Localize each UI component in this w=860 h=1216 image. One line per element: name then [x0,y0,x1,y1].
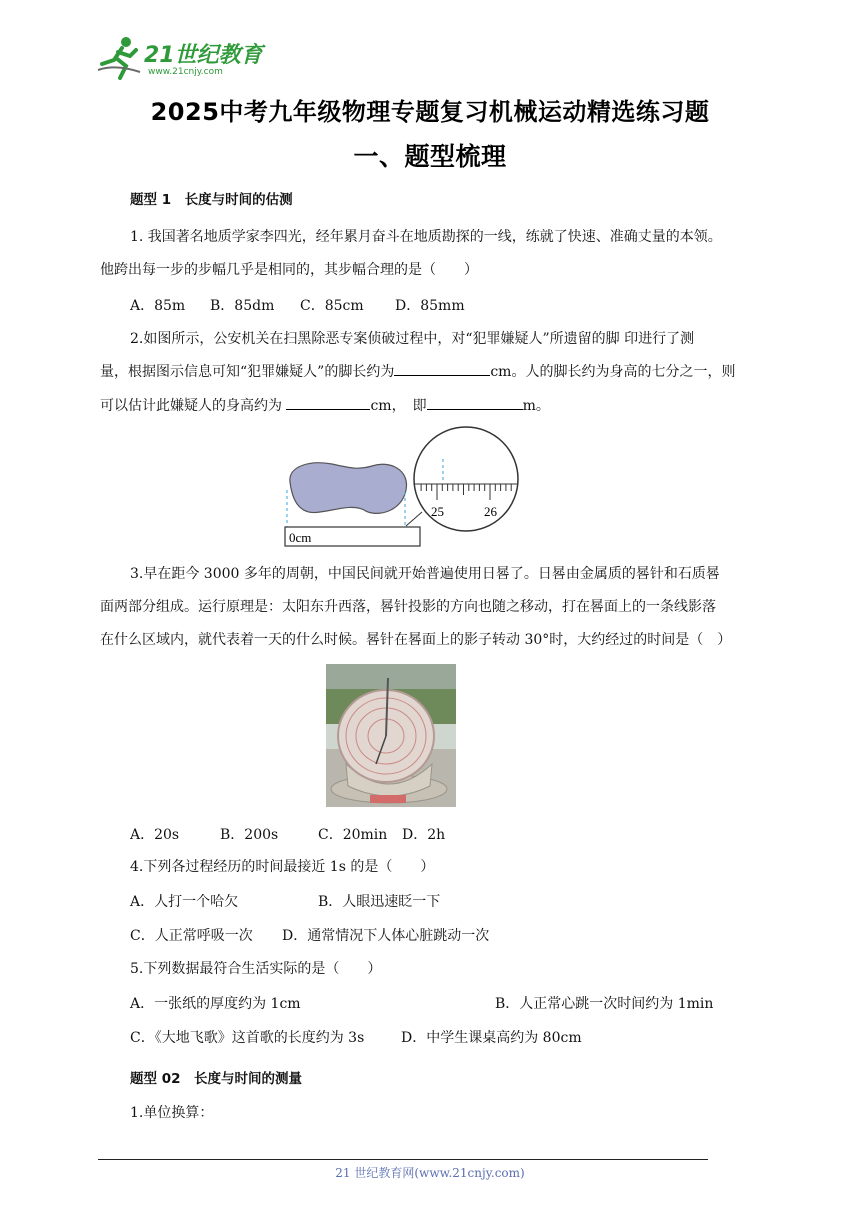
brand-logo [96,34,266,80]
q5-option-d: D．中学生课桌高约为 80cm [401,1030,582,1046]
footprint-shape [290,463,407,514]
runner-icon [96,34,266,80]
tick-label-25: 25 [431,504,444,519]
q3-option-a: A．20s [130,827,180,843]
q5-option-b: B．人正常心跳一次时间约为 1min [495,996,714,1012]
q3-option-b: B．200s [220,827,279,843]
q4-option-d: D．通常情况下人体心脏跳动一次 [282,928,490,944]
q2-line2 [100,361,735,383]
q3-line1: 3.早在距今 3000 多年的周朝，中国民间就开始普遍使用日晷了。日晷由金属质的晷针和石质晷 [130,566,720,582]
q4-option-c: C．人正常呼吸一次 [130,928,253,944]
q1-option-c: C．85cm [300,298,364,314]
s2-q1-line1: 1.单位换算： [130,1105,214,1121]
q1-option-d: D．85mm [395,298,465,314]
q5-option-a: A．一张纸的厚度约为 1cm [130,996,301,1012]
q2-line1: 2.如图所示，公安机关在扫黑除恶专案侦破过程中，对“犯罪嫌疑人”所遗留的脚 印进行了测 [130,331,695,347]
q5-option-c: C．《大地飞歌》这首歌的长度约为 3s [130,1030,365,1046]
q4-line1: 4.下列各过程经历的时间最接近 1s 的是（ ） [130,859,435,875]
section-heading-2: 题型 02 长度与时间的测量 [130,1071,302,1087]
answer-blank-height-m[interactable] [427,395,523,410]
q4-option-a: A．人打一个哈欠 [130,894,239,910]
q2-line2-part-a: 量，根据图示信息可知“犯罪嫌疑人”的脚长约为 [100,364,395,380]
magnifier-pointer [406,512,422,526]
answer-blank-height-cm[interactable] [286,395,370,410]
page-footer[interactable]: 21 世纪教育网(www.21cnjy.com) [335,1166,525,1180]
q2-line3-part-c: m。 [522,398,550,414]
q1-option-a: A．85m [130,298,186,314]
magnifier-circle [414,427,518,531]
tick-label-26: 26 [484,504,497,519]
q1-option-b: B．85dm [210,298,275,314]
q3-line3: 在什么区域内，就代表着一天的什么时候。晷针在晷面上的影子转动 30°时，大约经过的时间是（ ） [100,632,732,648]
q3-line2: 面两部分组成。运行原理是：太阳东升西落，晷针投影的方向也随之移动，打在晷面上的一条线影落 [100,599,716,615]
answer-blank-foot-length[interactable] [394,361,490,376]
page-subtitle: 一、题型梳理 [353,142,507,171]
q1-line2: 他跨出每一步的步幅几乎是相同的，其步幅合理的是（ ） [100,262,478,278]
q4-option-b: B．人眼迅速眨一下 [318,894,441,910]
q1-line1: 1. 我国著名地质学家李四光，经年累月奋斗在地质勘探的一线，练就了快速、准确丈量的本领。 [130,229,722,245]
q3-option-d: D．2h [402,827,446,843]
page-title: 2025中考九年级物理专题复习机械运动精选练习题 [150,98,710,126]
q5-line1: 5.下列数据最符合生活实际的是（ ） [130,961,382,977]
q2-line3 [100,395,550,417]
q2-line3-part-a: 可以估计此嫌疑人的身高约为 [100,398,287,414]
logo-url: www.21cnjy.com [148,67,223,77]
sundial-photo [326,664,456,807]
q2-line2-part-b: cm。人的脚长约为身高的七分之一，则 [490,364,736,380]
footer-divider [98,1159,708,1160]
logo-text: 21世纪教育 [144,43,263,68]
ruler-zero-label: 0cm [289,530,312,545]
q3-option-c: C．20min [318,827,388,843]
section-heading-1: 题型 1 长度与时间的估测 [130,192,293,208]
q2-line3-part-b: cm， 即 [370,398,427,414]
footprint-ruler-figure [280,426,530,550]
